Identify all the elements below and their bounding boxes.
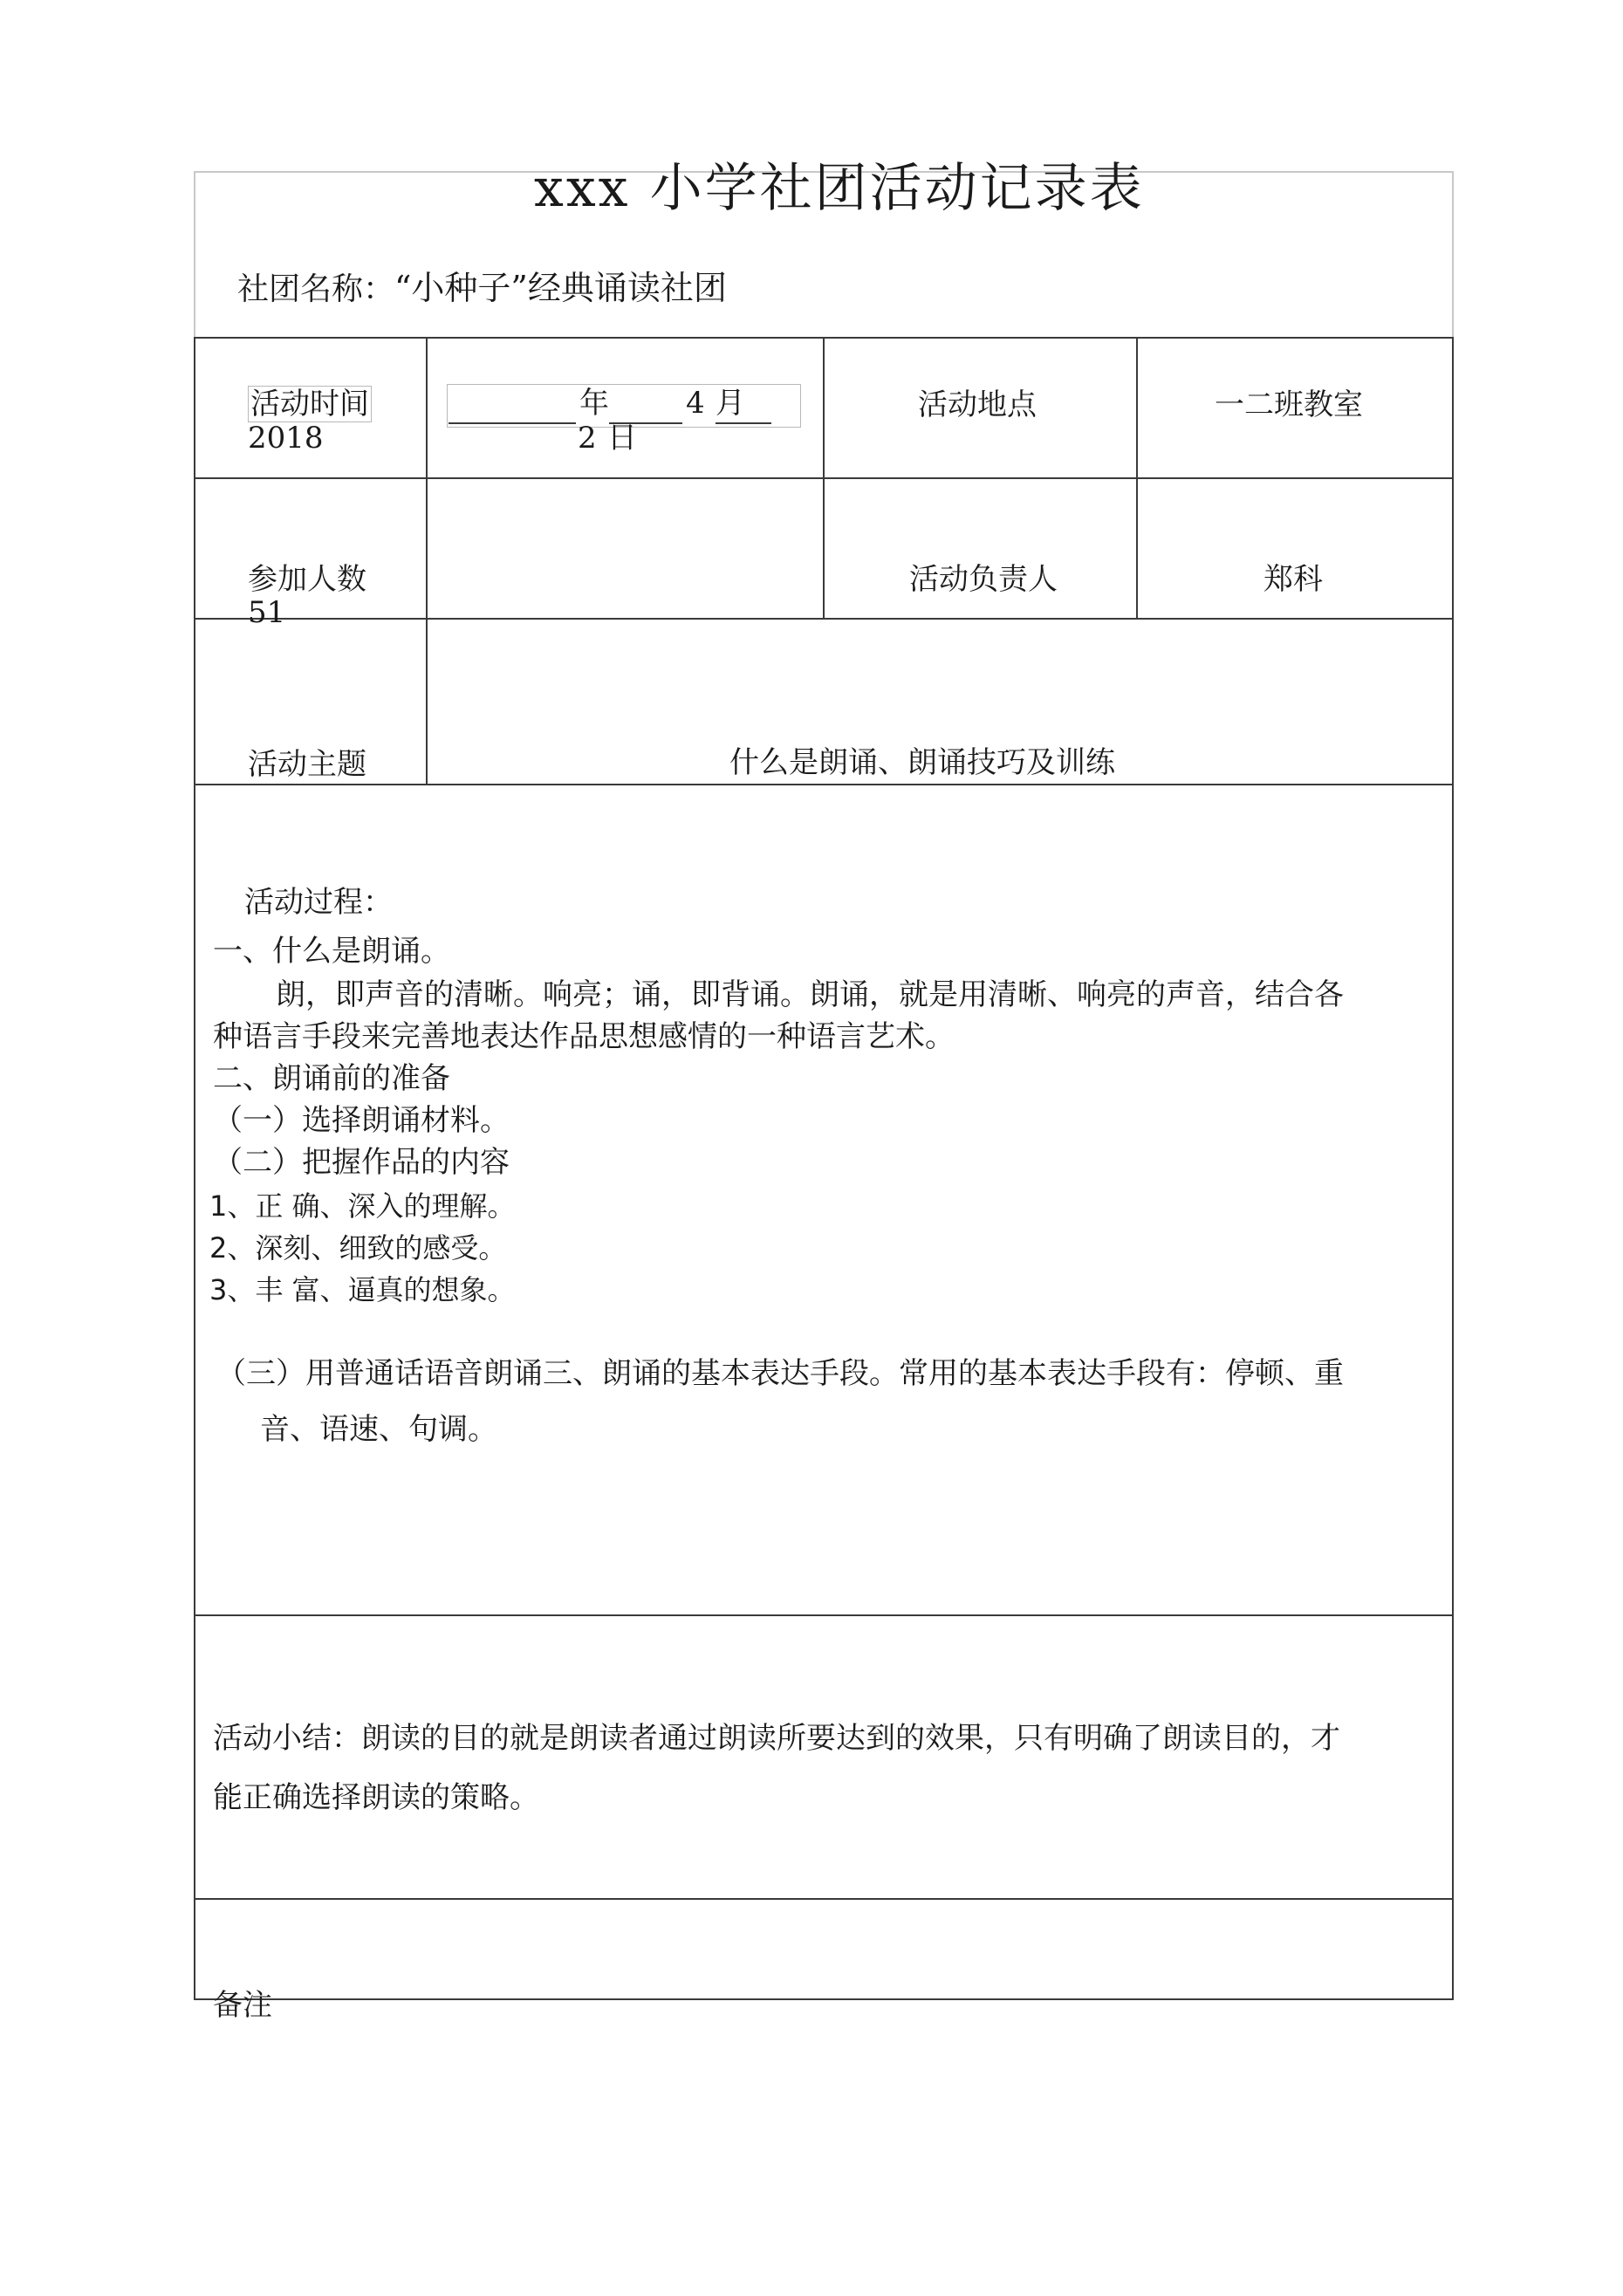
time-day-value: 2 [578, 421, 597, 456]
col-divider-2 [823, 337, 825, 620]
time-year-unit: 年 [579, 386, 609, 421]
time-label: 活动时间 [248, 386, 372, 422]
participants-value: 51 [248, 595, 286, 630]
process-line: 朗，即声音的清晰。响亮；诵，即背诵。朗诵，就是用清晰、响亮的声音，结合各 [276, 977, 1344, 1012]
club-label: 社团名称： [237, 271, 395, 307]
time-month-unit: 月 [716, 386, 745, 421]
table-border-bottom [194, 1998, 1454, 2000]
process-line: 种语言手段来完善地表达作品思想感情的一种语言艺术。 [213, 1019, 955, 1054]
table-border-left [194, 337, 195, 2000]
theme-value: 什么是朗诵、朗诵技巧及训练 [729, 745, 1115, 780]
participants-label: 参加人数 [248, 562, 366, 597]
process-heading: 活动过程： [244, 885, 393, 920]
club-name: “小种子”经典诵读社团 [394, 269, 727, 307]
col-divider-3 [1136, 337, 1138, 620]
row-divider-4 [194, 1614, 1454, 1616]
process-line: 音、语速、句调。 [260, 1412, 497, 1447]
process-line: 2、深刻、细致的感受。 [209, 1231, 507, 1265]
page-title: xxx 小学社团活动记录表 [534, 158, 1145, 219]
leader-label: 活动负责人 [909, 562, 1058, 597]
date-underline-1 [449, 422, 576, 424]
process-line: （一）选择朗诵材料。 [213, 1103, 510, 1138]
process-line: 3、丰 富、逼真的想象。 [209, 1273, 516, 1306]
leader-value: 郑科 [1263, 562, 1323, 597]
table-border-right [1452, 337, 1454, 2000]
process-line: （三）用普通话语音朗诵三、朗诵的基本表达手段。常用的基本表达手段有：停顿、重 [216, 1356, 1344, 1391]
process-line: 1、正 确、深入的理解。 [209, 1189, 516, 1223]
place-value: 一二班教室 [1215, 387, 1363, 422]
time-year-value: 2018 [248, 421, 324, 456]
summary-line-2: 能正确选择朗读的策略。 [213, 1780, 539, 1815]
time-day-unit: 日 [607, 421, 637, 456]
place-label: 活动地点 [918, 387, 1037, 422]
date-underline-3 [716, 422, 771, 424]
process-line: 二、朗诵前的准备 [213, 1061, 450, 1096]
col-divider-1 [426, 337, 428, 785]
process-line: （二）把握作品的内容 [213, 1145, 510, 1180]
theme-label: 活动主题 [248, 747, 366, 782]
process-line: 一、什么是朗诵。 [213, 934, 450, 969]
row-divider-5 [194, 1898, 1454, 1900]
row-divider-3 [194, 784, 1454, 785]
summary-line-1: 活动小结：朗读的目的就是朗读者通过朗读所要达到的效果，只有明确了朗读目的，才 [213, 1721, 1340, 1756]
time-month-value: 4 [686, 386, 705, 421]
remarks-label: 备注 [213, 1988, 272, 2023]
